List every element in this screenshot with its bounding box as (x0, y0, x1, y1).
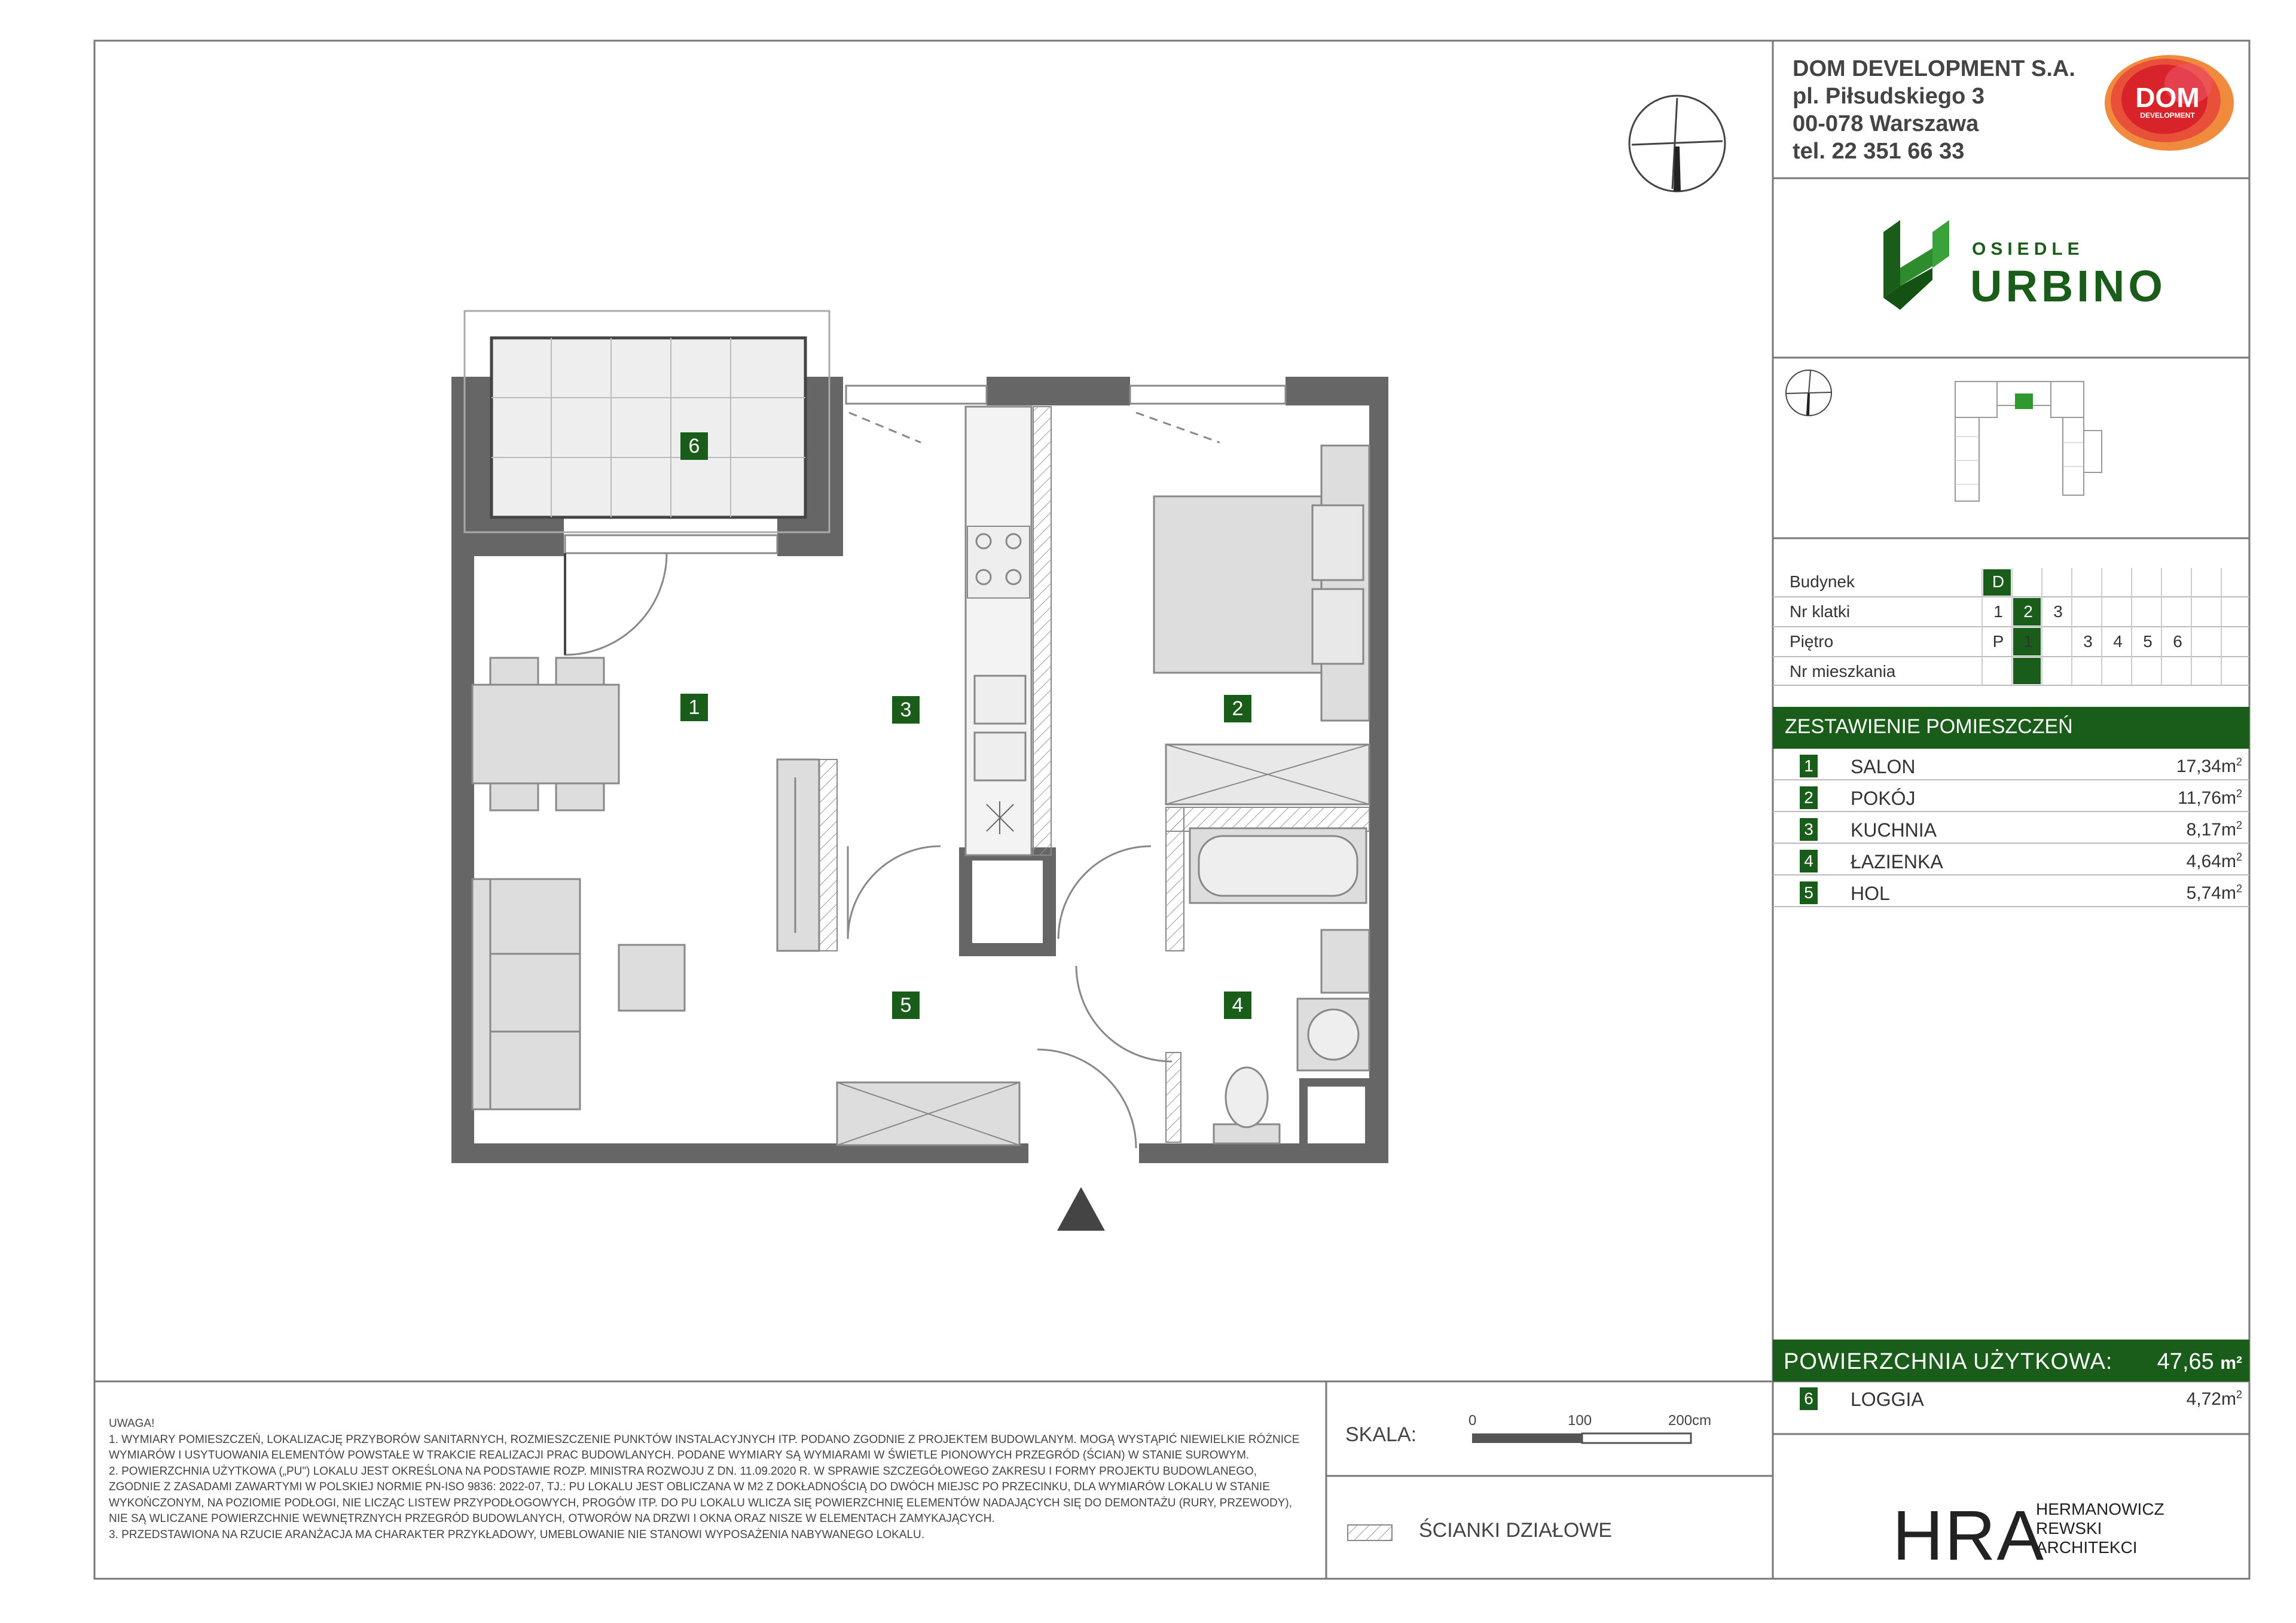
cell-pietro-6: 6 (2173, 632, 2182, 651)
notes-title: UWAGA! (109, 1417, 155, 1430)
key-plan (1949, 377, 2117, 514)
mini-compass-icon (1782, 366, 1836, 420)
room-name-salon: SALON (1851, 756, 1916, 777)
note-line: 2. POWIERZCHNIA UŻYTKOWA („PU") LOKALU JEST OKREŚLONA NA PODSTAWIE ROZP. MINISTRA ROZWOJU Z DN. 11.09.2020 R. W SPRAWIE SZCZEGÓŁOWEGO ZAKRESU I FORMY PROJEKTU BUDOWLANEGO, (109, 1465, 1257, 1478)
room-num-1: 1 (1800, 755, 1818, 777)
loggia-area: $4,72m^2$ (2186, 1389, 2242, 1409)
scale-tick-100: 100 (1568, 1413, 1592, 1429)
room-area-pokoj: $11,76m^2$ (2178, 788, 2242, 808)
loggia-num: 6 (1800, 1387, 1818, 1410)
note-line: NIE SĄ WLICZANE POWIERZCHNIE WEWNĘTRZNYCH PRZEGRÓD BUDOWLANYCH, OTWORÓW NA DRZWI I OKNA ORAZ NISZE W ELEMENTACH ZAMYKAJĄCYCH. (109, 1512, 995, 1525)
urbino-logo-line1: OSIEDLE (1972, 239, 2084, 259)
plan-label-6: 6 (680, 432, 708, 460)
note-line: WYMIARÓW I USYTUOWANIA ELEMENTÓW POWSTAŁE W TRAKCIE REALIZACJI PRAC BUDOWLANYCH. PODANE WYMIARY SĄ WYMIARAMI W ŚWIETLE PIONOWYCH PRZEGRÓD (ŚCIAN) W STANIE SUROWYM. (109, 1449, 1250, 1462)
room-num-3: 3 (1800, 818, 1818, 841)
room-area-lazienka: $4,64m^2$ (2186, 851, 2242, 871)
company-name: DOM DEVELOPMENT S.A. (1793, 56, 2075, 81)
cell-pietro-4: 4 (2113, 632, 2123, 651)
room-name-pokoj: POKÓJ (1851, 788, 1916, 809)
room-num-5: 5 (1800, 881, 1818, 904)
note-line: ZGODNIE Z ZASADAMI ZAWARTYMI W POLSKIEJ NORMIE PN-ISO 9836: 2022-07, TJ.: PU LOKALU JEST OBLICZANA W M2 Z DOKŁADNOŚCIĄ DO DWÓCH MIEJSC PO PRZECINKU, DLA WYMIARÓW LOKALU W STANIE (109, 1481, 1270, 1493)
urbino-logo-icon (1877, 220, 1955, 310)
scale-tick-0: 0 (1468, 1413, 1477, 1429)
note-line: WYKOŃCZONYM, NA POZIOMIE PODŁOGI, NIE LICZĄC LISTEW PRZYPODŁOGOWYCH, PROGÓW ITP. DO PU LOKALU WLICZA SIĘ POWIERZCHNIĘ ELEMENTÓW NADAJĄCYCH SIĘ DO DEMONTAŻU (RURY, PRZEWODY), (109, 1496, 1293, 1509)
architect-line2: REWSKI (2036, 1519, 2102, 1537)
company-street: pl. Piłsudskiego 3 (1793, 84, 1984, 109)
scale-bar (1471, 1432, 1692, 1445)
cell-pietro-5: 5 (2143, 632, 2152, 651)
dom-logo-subtext: DEVELOPMENT (2140, 111, 2195, 120)
label-nr-mieszkania: Nr mieszkania (1790, 662, 1896, 681)
note-line: 3. PRZEDSTAWIONA NA RZUCIE ARANŻACJA MA CHARAKTER PRZYKŁADOWY, UMEBLOWANIE NIE STANOWI WYPOSAŻENIA NABYWANEGO LOKALU. (109, 1528, 925, 1541)
company-city: 00-078 Warszawa (1793, 111, 1979, 136)
room-area-kuchnia: $8,17m^2$ (2186, 819, 2242, 840)
room-area-salon: $17,34m^2$ (2176, 756, 2242, 776)
architect-line3: ARCHITEKCI (2036, 1538, 2138, 1557)
cell-pietro-2: 2 (2053, 632, 2063, 651)
loggia-name: LOGGIA (1851, 1389, 1924, 1410)
cell-pietro-p: P (1992, 632, 2004, 651)
company-phone: tel. 22 351 66 33 (1793, 139, 1965, 164)
architect-line1: HERMANOWICZ (2036, 1500, 2164, 1518)
architect-name (2036, 1500, 2164, 1557)
total-area-value: 47,65 m² (2157, 1349, 2242, 1374)
urbino-logo-line2: URBINO (1970, 261, 2166, 311)
label-nr-klatki: Nr klatki (1790, 602, 1851, 621)
room-area-hol: $5,74m^2$ (2186, 883, 2242, 903)
note-line: 1. WYMIARY POMIESZCZEŃ, LOKALIZACJĘ PRZYBORÓW SANITARNYCH, ROZMIESZCZENIE PUNKTÓW INSTALACYJNYCH ITP. PODANO ZGODNIE Z PROJEKTEM BUDOWLANYM. MOGĄ WYSTĄPIĆ NIEWIELKIE RÓŻNICE (109, 1433, 1300, 1446)
partition-legend-label: ŚCIANKI DZIAŁOWE (1419, 1519, 1613, 1542)
company-address (1793, 55, 2075, 165)
total-area-label: POWIERZCHNIA UŻYTKOWA: (1784, 1349, 2113, 1374)
architect-abbr: HRA (1892, 1496, 2045, 1575)
room-num-2: 2 (1800, 786, 1818, 809)
plan-label-1: 1 (680, 694, 708, 721)
notes (109, 1416, 1305, 1543)
cell-mieszkanie: 67 (2048, 662, 2068, 681)
plan-label-2: 2 (1224, 695, 1251, 722)
cell-klatka-1: 1 (1993, 602, 2003, 621)
plan-label-5: 5 (892, 992, 920, 1019)
cell-pietro-3: 3 (2083, 632, 2093, 651)
cell-klatka-2: 2 (2023, 602, 2033, 621)
entrance-arrow-icon (1057, 1187, 1105, 1231)
dom-logo-icon (2099, 48, 2236, 155)
rooms-section-title: ZESTAWIENIE POMIESZCZEŃ (1785, 715, 2073, 738)
scale-label: SKALA: (1345, 1423, 1417, 1446)
cell-budynek: D (1992, 572, 2005, 591)
cell-klatka-3: 3 (2053, 602, 2063, 621)
dom-logo-text: DOM (2135, 82, 2200, 113)
label-pietro: Piętro (1790, 632, 1834, 651)
room-name-lazienka: ŁAZIENKA (1851, 851, 1943, 872)
plan-label-3: 3 (892, 696, 920, 724)
plan-label-4: 4 (1224, 992, 1251, 1019)
scale-tick-200: 200cm (1668, 1413, 1712, 1429)
partition-legend-swatch (1347, 1524, 1394, 1543)
room-name-kuchnia: KUCHNIA (1851, 819, 1937, 841)
room-num-4: 4 (1800, 850, 1818, 872)
room-name-hol: HOL (1851, 883, 1890, 904)
label-budynek: Budynek (1790, 572, 1855, 591)
cell-pietro-1: 1 (2023, 632, 2033, 651)
